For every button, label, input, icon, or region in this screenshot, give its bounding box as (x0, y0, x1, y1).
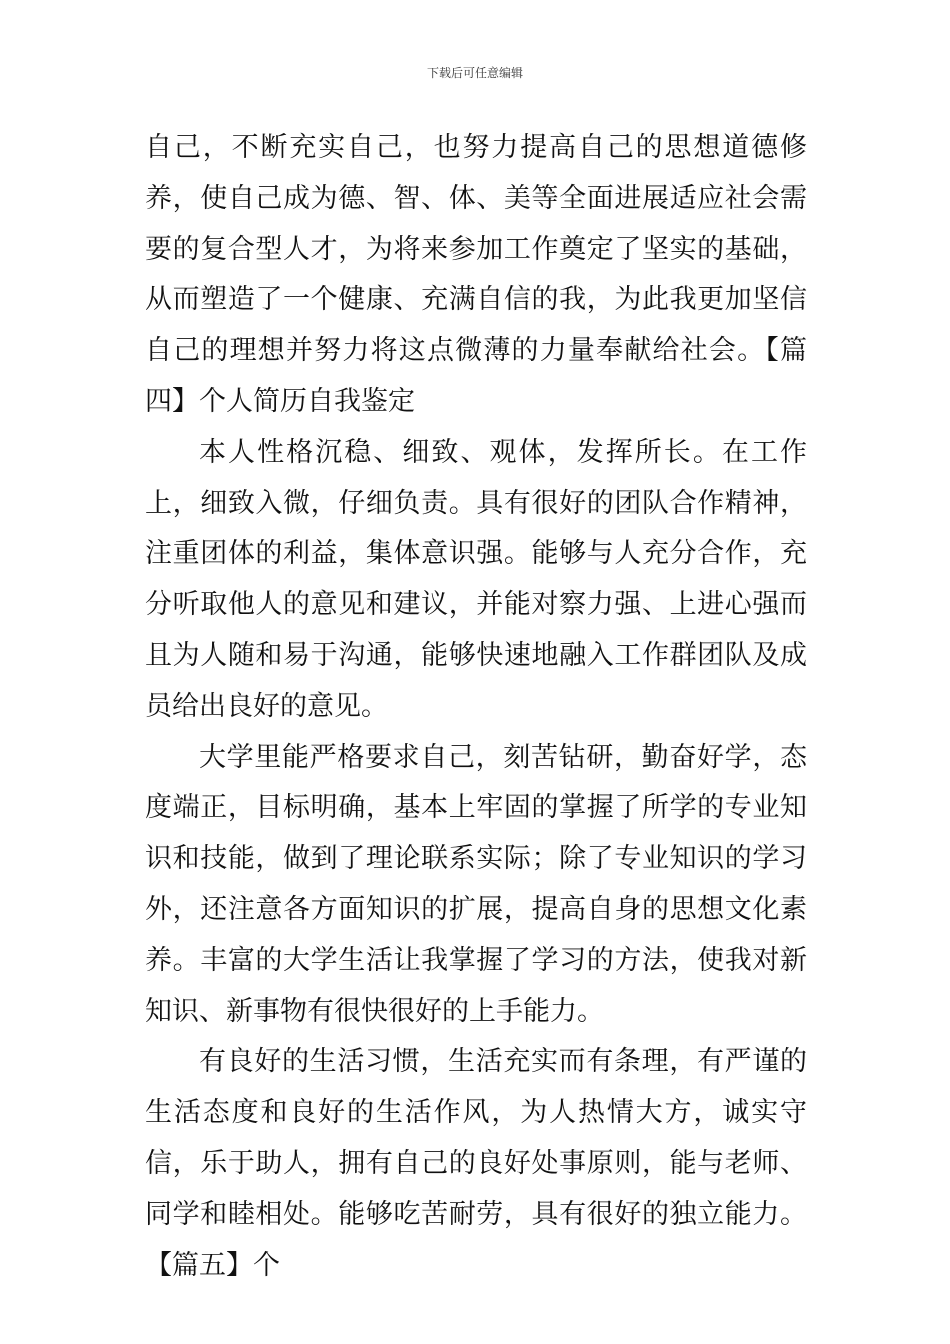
paragraph-4: 有良好的生活习惯，生活充实而有条理，有严谨的生活态度和良好的生活作风，为人热情大方，诚实守信，乐于助人，拥有自己的良好处事原则，能与老师、同学和睦相处。能够吃苦耐劳，具有很好的独立能力。【篇五】个 (145, 1046, 807, 1281)
paragraph-3: 大学里能严格要求自己，刻苦钻研，勤奋好学，态度端正，目标明确，基本上牢固的掌握了所学的专业知识和技能，做到了理论联系实际；除了专业知识的学习外，还注意各方面知识的扩展，提高自身的思想文化素养。丰富的大学生活让我掌握了学习的方法，使我对新知识、新事物有很快很好的上手能力。 (145, 741, 807, 1027)
document-body (145, 123, 807, 1291)
paragraph-2: 本人性格沉稳、细致、观体，发挥所长。在工作上，细致入微，仔细负责。具有很好的团队合作精神，注重团体的利益，集体意识强。能够与人充分合作，充分听取他人的意见和建议，并能对察力强、上进心强而且为人随和易于沟通，能够快速地融入工作群团队及成员给出良好的意见。 (145, 436, 807, 722)
paragraph-1: 自己，不断充实自己，也努力提高自己的思想道德修养，使自己成为德、智、体、美等全面进展适应社会需要的复合型人才，为将来参加工作奠定了坚实的基础，从而塑造了一个健康、充满自信的我，为此我更加坚信自己的理想并努力将这点微薄的力量奉献给社会。【篇四】个人简历自我鉴定 (145, 132, 807, 417)
page-header: 下载后可任意编辑 (426, 66, 523, 80)
